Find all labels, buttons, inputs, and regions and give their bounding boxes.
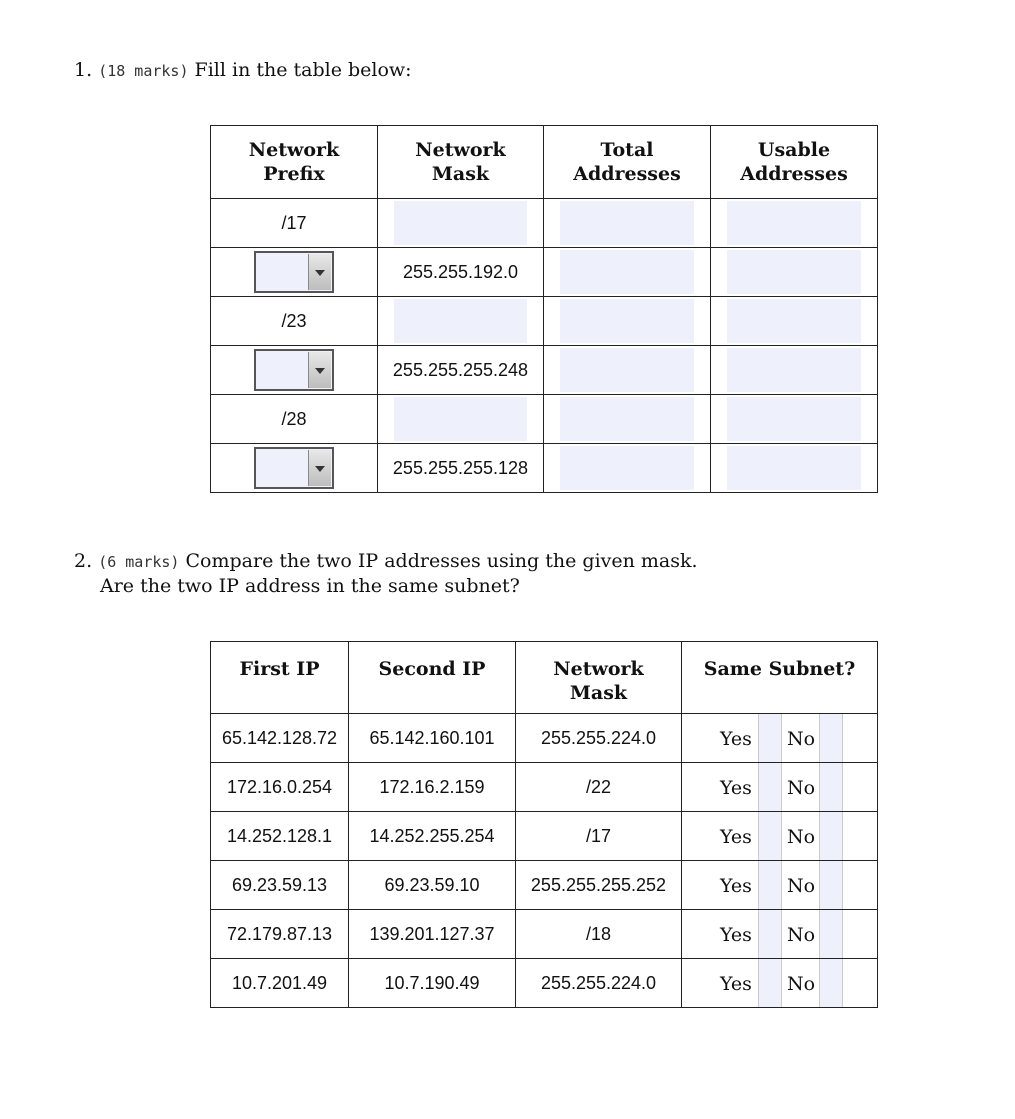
yes-checkbox[interactable] bbox=[758, 959, 782, 1007]
table-row bbox=[211, 861, 878, 910]
prefix-cell: /17 bbox=[211, 199, 378, 248]
total-cell bbox=[544, 346, 711, 395]
yes-checkbox[interactable] bbox=[758, 861, 782, 909]
total-addresses-input[interactable] bbox=[560, 250, 694, 294]
total-addresses-input[interactable] bbox=[560, 348, 694, 392]
second-ip-cell: 65.142.160.101 bbox=[349, 714, 516, 763]
total-cell bbox=[544, 444, 711, 493]
yes-label: Yes bbox=[720, 973, 752, 995]
mask-cell: 255.255.255.252 bbox=[516, 861, 682, 910]
table-row bbox=[211, 346, 878, 395]
prefix-cell bbox=[211, 248, 378, 297]
second-ip-cell: 139.201.127.37 bbox=[349, 910, 516, 959]
second-ip-cell: 69.23.59.10 bbox=[349, 861, 516, 910]
total-addresses-input[interactable] bbox=[560, 446, 694, 490]
usable-cell bbox=[711, 297, 878, 346]
question-2-text-line-1: Compare the two IP addresses using the given mask. bbox=[185, 550, 698, 572]
first-ip-cell: 10.7.201.49 bbox=[211, 959, 349, 1008]
table-row bbox=[211, 959, 878, 1008]
header-network-prefix: Network Prefix bbox=[211, 126, 378, 199]
total-addresses-input[interactable] bbox=[560, 397, 694, 441]
usable-cell bbox=[711, 444, 878, 493]
no-checkbox[interactable] bbox=[819, 861, 843, 909]
table-row bbox=[211, 395, 878, 444]
prefix-cell bbox=[211, 444, 378, 493]
mask-cell: 255.255.224.0 bbox=[516, 714, 682, 763]
first-ip-cell: 65.142.128.72 bbox=[211, 714, 349, 763]
question-2-text-line-2: Are the two IP address in the same subnet? bbox=[100, 575, 520, 597]
table-row bbox=[211, 910, 878, 959]
total-addresses-input[interactable] bbox=[560, 299, 694, 343]
second-ip-cell: 172.16.2.159 bbox=[349, 763, 516, 812]
usable-addresses-input[interactable] bbox=[727, 348, 861, 392]
table-row bbox=[211, 248, 878, 297]
header-second-ip: Second IP bbox=[349, 642, 516, 714]
first-ip-cell: 69.23.59.13 bbox=[211, 861, 349, 910]
second-ip-cell: 14.252.255.254 bbox=[349, 812, 516, 861]
usable-addresses-input[interactable] bbox=[727, 446, 861, 490]
header-network-mask: Network Mask bbox=[516, 642, 682, 714]
question-2-number: 2. bbox=[74, 550, 93, 572]
no-label: No bbox=[787, 728, 816, 750]
no-checkbox[interactable] bbox=[819, 812, 843, 860]
same-subnet-cell bbox=[682, 861, 878, 910]
mask-cell: 255.255.192.0 bbox=[378, 248, 544, 297]
same-subnet-cell bbox=[682, 812, 878, 861]
prefix-cell: /23 bbox=[211, 297, 378, 346]
total-addresses-input[interactable] bbox=[560, 201, 694, 245]
chevron-down-icon[interactable] bbox=[308, 254, 331, 290]
question-1-text: Fill in the table below: bbox=[194, 59, 412, 81]
usable-addresses-input[interactable] bbox=[727, 299, 861, 343]
header-first-ip: First IP bbox=[211, 642, 349, 714]
table-row bbox=[211, 444, 878, 493]
header-network-mask: Network Mask bbox=[378, 126, 544, 199]
mask-cell bbox=[378, 199, 544, 248]
question-2 bbox=[74, 549, 698, 598]
usable-addresses-input[interactable] bbox=[727, 201, 861, 245]
header-same-subnet: Same Subnet? bbox=[682, 642, 878, 714]
prefix-dropdown[interactable] bbox=[254, 251, 334, 293]
yes-checkbox[interactable] bbox=[758, 812, 782, 860]
mask-cell bbox=[378, 297, 544, 346]
question-1-number: 1. bbox=[74, 59, 93, 81]
table-row bbox=[211, 763, 878, 812]
yes-checkbox[interactable] bbox=[758, 763, 782, 811]
same-subnet-cell bbox=[682, 959, 878, 1008]
usable-addresses-input[interactable] bbox=[727, 250, 861, 294]
question-1 bbox=[74, 58, 412, 83]
no-label: No bbox=[787, 973, 816, 995]
no-checkbox[interactable] bbox=[819, 714, 843, 762]
first-ip-cell: 72.179.87.13 bbox=[211, 910, 349, 959]
table-row bbox=[211, 714, 878, 763]
total-cell bbox=[544, 248, 711, 297]
header-total-addresses: Total Addresses bbox=[544, 126, 711, 199]
yes-label: Yes bbox=[720, 826, 752, 848]
prefix-cell bbox=[211, 346, 378, 395]
mask-cell: 255.255.255.128 bbox=[378, 444, 544, 493]
yes-checkbox[interactable] bbox=[758, 910, 782, 958]
no-checkbox[interactable] bbox=[819, 959, 843, 1007]
yes-label: Yes bbox=[720, 777, 752, 799]
no-label: No bbox=[787, 777, 816, 799]
usable-cell bbox=[711, 395, 878, 444]
no-checkbox[interactable] bbox=[819, 910, 843, 958]
prefix-cell: /28 bbox=[211, 395, 378, 444]
yes-label: Yes bbox=[720, 728, 752, 750]
question-2-marks: (6 marks) bbox=[98, 553, 180, 571]
no-label: No bbox=[787, 826, 816, 848]
subnet-compare-table bbox=[210, 641, 878, 1008]
no-label: No bbox=[787, 875, 816, 897]
first-ip-cell: 14.252.128.1 bbox=[211, 812, 349, 861]
prefix-dropdown[interactable] bbox=[254, 447, 334, 489]
total-cell bbox=[544, 297, 711, 346]
yes-checkbox[interactable] bbox=[758, 714, 782, 762]
same-subnet-cell bbox=[682, 763, 878, 812]
mask-cell: /18 bbox=[516, 910, 682, 959]
mask-cell: /22 bbox=[516, 763, 682, 812]
same-subnet-cell bbox=[682, 714, 878, 763]
yes-label: Yes bbox=[720, 924, 752, 946]
usable-cell bbox=[711, 248, 878, 297]
usable-addresses-input[interactable] bbox=[727, 397, 861, 441]
mask-cell bbox=[378, 395, 544, 444]
subnet-mask-table bbox=[210, 125, 878, 493]
no-checkbox[interactable] bbox=[819, 763, 843, 811]
yes-label: Yes bbox=[720, 875, 752, 897]
mask-input[interactable] bbox=[394, 397, 527, 441]
same-subnet-cell bbox=[682, 910, 878, 959]
usable-cell bbox=[711, 199, 878, 248]
table-row bbox=[211, 199, 878, 248]
no-label: No bbox=[787, 924, 816, 946]
usable-cell bbox=[711, 346, 878, 395]
total-cell bbox=[544, 199, 711, 248]
chevron-down-icon[interactable] bbox=[308, 352, 331, 388]
mask-cell: 255.255.224.0 bbox=[516, 959, 682, 1008]
chevron-down-icon[interactable] bbox=[308, 450, 331, 486]
first-ip-cell: 172.16.0.254 bbox=[211, 763, 349, 812]
mask-input[interactable] bbox=[394, 299, 527, 343]
mask-cell: 255.255.255.248 bbox=[378, 346, 544, 395]
table-row bbox=[211, 297, 878, 346]
table-header-row bbox=[211, 126, 878, 199]
table-header-row bbox=[211, 642, 878, 714]
prefix-dropdown[interactable] bbox=[254, 349, 334, 391]
question-1-marks: (18 marks) bbox=[98, 62, 189, 80]
total-cell bbox=[544, 395, 711, 444]
table-row bbox=[211, 812, 878, 861]
mask-cell: /17 bbox=[516, 812, 682, 861]
mask-input[interactable] bbox=[394, 201, 527, 245]
second-ip-cell: 10.7.190.49 bbox=[349, 959, 516, 1008]
header-usable-addresses: Usable Addresses bbox=[711, 126, 878, 199]
